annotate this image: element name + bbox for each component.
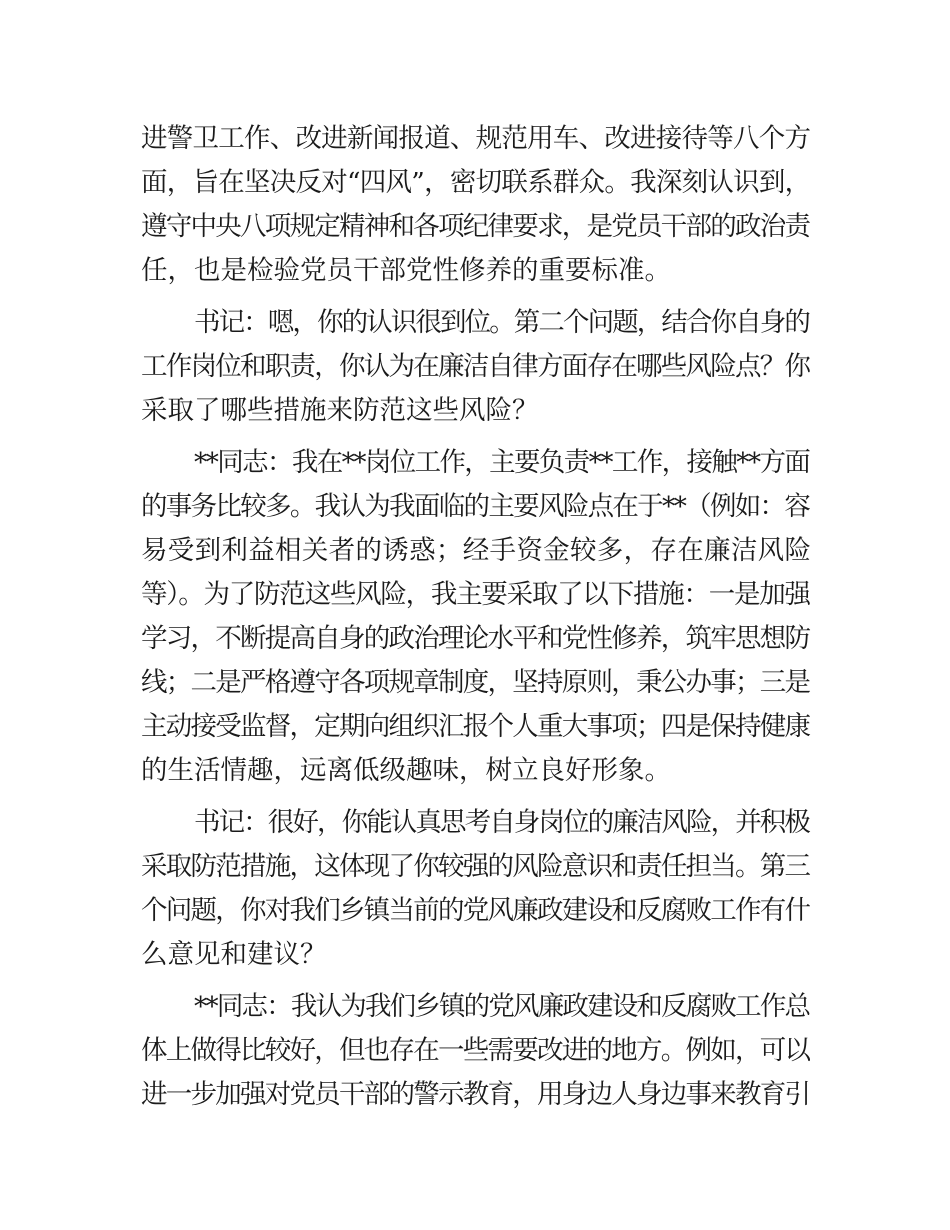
- text-line: 等）。为了防范这些风险，我主要采取了以下措施：一是加强: [141, 579, 810, 610]
- text-line: 采取了哪些措施来防范这些风险？: [141, 395, 539, 426]
- text-line: 书记：嗯，你的认识很到位。第二个问题，结合你自身的: [194, 307, 809, 338]
- text-line: 线；二是严格遵守各项规章制度，坚持原则，秉公办事；三是: [141, 667, 810, 698]
- text-line: **同志：我认为我们乡镇的党风廉政建设和反腐败工作总: [194, 991, 810, 1022]
- text-line: 的事务比较多。我认为我面临的主要风险点在于**（例如：容: [141, 491, 810, 522]
- text-line: 工作岗位和职责，你认为在廉洁自律方面存在哪些风险点？你: [141, 351, 810, 382]
- text-line: 么意见和建议？: [141, 939, 327, 970]
- text-line: 进一步加强对党员干部的警示教育，用身边人身边事来教育引: [141, 1079, 810, 1110]
- paragraph-comrade-answer-2: [141, 441, 811, 793]
- text-line: 的生活情趣，远离低级趣味，树立良好形象。: [141, 755, 671, 786]
- text-line: 书记：很好，你能认真思考自身岗位的廉洁风险，并积极: [194, 807, 809, 838]
- paragraph-intro-continuation: [141, 117, 811, 293]
- text-line: 面，旨在坚决反对“四风”，密切联系群众。我深刻认识到，: [141, 167, 811, 198]
- text-line: 采取防范措施，这体现了你较强的风险意识和责任担当。第三: [141, 851, 810, 882]
- paragraph-comrade-answer-3: [141, 985, 811, 1117]
- text-line: **同志：我在**岗位工作，主要负责**工作，接触**方面: [194, 447, 810, 478]
- text-line: 体上做得比较好，但也存在一些需要改进的地方。例如，可以: [141, 1035, 810, 1066]
- text-line: 进警卫工作、改进新闻报道、规范用车、改进接待等八个方: [141, 123, 811, 154]
- text-line: 学习，不断提高自身的政治理论水平和党性修养，筑牢思想防: [141, 623, 810, 654]
- text-line: 易受到利益相关者的诱惑；经手资金较多，存在廉洁风险: [141, 535, 812, 566]
- text-line: 个问题，你对我们乡镇当前的党风廉政建设和反腐败工作有什: [141, 895, 810, 926]
- text-line: 遵守中央八项规定精神和各项纪律要求，是党员干部的政治责: [141, 211, 810, 242]
- paragraph-secretary-question-3: [141, 801, 811, 977]
- paragraph-secretary-question-2: [141, 301, 811, 433]
- text-line: 任，也是检验党员干部党性修养的重要标准。: [141, 255, 671, 286]
- text-line: 主动接受监督，定期向组织汇报个人重大事项；四是保持健康: [141, 711, 810, 742]
- document-page: [141, 117, 811, 1125]
